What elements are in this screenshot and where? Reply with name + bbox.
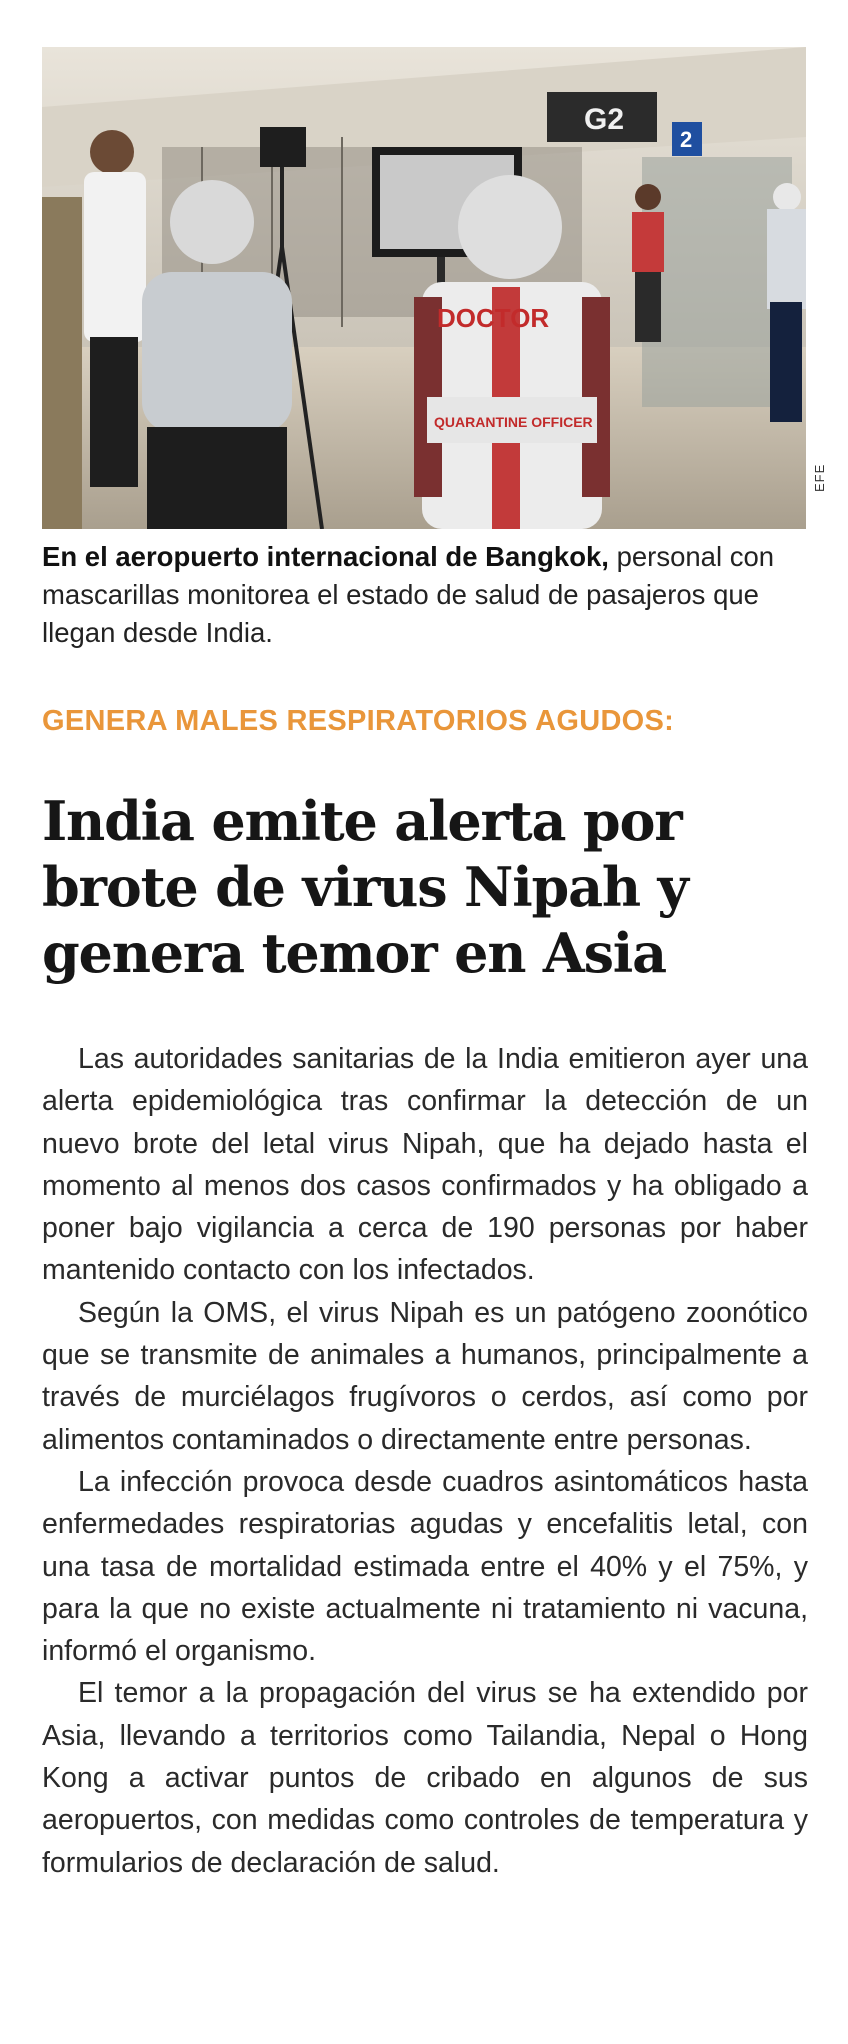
vest-doctor-text: DOCTOR [437, 303, 550, 333]
paragraph: Las autoridades sanitarias de la India emitieron ayer una alerta epidemiológica tras confirmar la detección de un nuevo brote del letal virus Nipah, que ha dejado hasta el momento al menos dos casos confirmados y ha obligado a poner bajo vigilancia a cerca de 190 personas por haber mantenido contacto con los infectados. [42, 1043, 808, 1287]
hairnet [170, 180, 254, 264]
photo-caption [42, 538, 812, 652]
paragraph: Según la OMS, el virus Nipah es un patógeno zoonótico que se transmite de animales a humanos, principalmente a través de murciélagos frugívoros o cerdos, así como por alimentos contaminados o directamente entre personas. [42, 1296, 808, 1456]
gate-number-text: 2 [680, 127, 693, 152]
doctor-hairnet [458, 175, 562, 279]
headline: India emite alerta por brote de virus Nipah y genera temor en Asia [42, 789, 688, 985]
article-body [42, 1038, 808, 1884]
paragraph: La infección provoca desde cuadros asintomáticos hasta enfermedades respiratorias agudas y encefalitis letal, con una tasa de mortalidad estimada entre el 40% y el 75%, y para la que no existe actualmente ni tratamiento ni vacuna, informó el organismo. [42, 1465, 808, 1668]
thermal-camera [260, 127, 306, 167]
gate-sign-text: G2 [584, 103, 625, 136]
photo-credit: EFE [812, 463, 827, 492]
caption-lead: En el aeropuerto internacional de Bangkok, [42, 541, 609, 572]
vest-quarantine-text: QUARANTINE OFFICER [434, 414, 593, 430]
caption-text: personal con mascarillas monitorea el estado de salud de pasajeros que llegan desde India. [42, 541, 775, 648]
airport-scene-illustration [42, 47, 806, 529]
article-photo [42, 47, 806, 529]
kicker: GENERA MALES RESPIRATORIOS AGUDOS: [42, 705, 675, 737]
paragraph: El temor a la propagación del virus se ha extendido por Asia, llevando a territorios como Tailandia, Nepal o Hong Kong a activar puntos de cribado en algunos de sus aeropuertos, con medidas como controles de temperatura y formularios de declaración de salud. [42, 1677, 808, 1879]
